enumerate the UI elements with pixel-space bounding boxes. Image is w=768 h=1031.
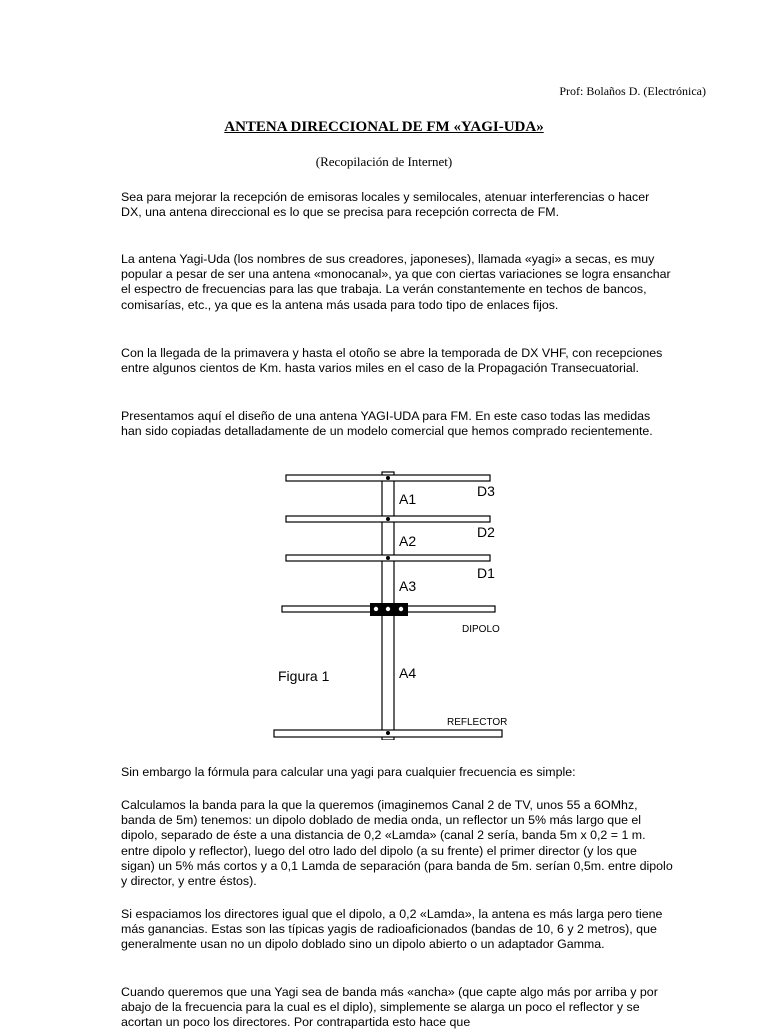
paragraph-dx-season: Con la llegada de la primavera y hasta el otoño se abre la temporada de DX VHF, con recepciones entre algunos cientos de Km. hasta varios miles en el caso de la Propagación Transecuatorial.	[121, 346, 663, 376]
paragraph-wideband: Cuando queremos que una Yagi sea de banda más «ancha» (que capte algo más por arriba y por abajo de la frecuencia para la cual es el diplo), simplemente se alarga un poco el reflector y se acortan un poco los directores. Por contrapartida esto hace que	[121, 985, 658, 1030]
label-dipolo: DIPOLO	[462, 624, 500, 635]
dipole-terminal-left	[374, 607, 378, 611]
figure-caption: Figura 1	[278, 668, 330, 684]
page-title: ANTENA DIRECCIONAL DE FM «YAGI-UDA»	[224, 119, 544, 135]
boom-joint-d2	[386, 517, 390, 521]
boom-joint-d3	[386, 476, 390, 480]
dipole-terminal-right	[399, 607, 403, 611]
label-a4: A4	[399, 665, 417, 681]
label-d1: D1	[477, 565, 495, 581]
paragraph-yagi-description: La antena Yagi-Uda (los nombres de sus creadores, japoneses), llamada «yagi» a secas, es muy popular a pesar de ser una antena «monocanal», ya que con ciertas variaciones se logra ensanchar el espectro de frecuencias para las que trabaja. La verán constantemente en techos de bancos, comisarías, etc., ya que es la antena más usada para todo tipo de enlaces fijos.	[121, 252, 671, 312]
paragraph-calculation: Calculamos la banda para la que la queremos (imaginemos Canal 2 de TV, unos 55 a 6OMhz, banda de 5m) tenemos: un dipolo doblado de media onda, un reflector un 5% más largo que el dipolo, separado de éste a una distancia de 0,2 «Lamda» (canal 2 sería, banda 5m x 0,2 = 1 m. entre dipolo y reflector), luego del otro lado del dipolo (a su frente) el primer director (y los que sigan) un 5% más cortos y a 0,1 Lamda de separación (para banda de 5m. serían 0,5m. entre dipolo y director, y entre éstos).	[121, 798, 673, 889]
author-line: Prof: Bolaños D. (Electrónica)	[559, 84, 706, 98]
label-reflector: REFLECTOR	[447, 717, 508, 728]
label-a2: A2	[399, 533, 417, 549]
label-d2: D2	[477, 524, 495, 540]
page-subtitle: (Recopilación de Internet)	[315, 154, 453, 169]
paragraph-spacing: Si espaciamos los directores igual que el dipolo, a 0,2 «Lamda», la antena es más larga pero tiene más ganancias. Estas son las típicas yagis de radioaficionados (bandas de 10, 6 y 2 metros), que generalmente usan no un dipolo doblado sino un dipolo abierto o un adaptador Gamma.	[121, 907, 663, 952]
dipole-terminal-center	[386, 607, 390, 611]
label-a3: A3	[399, 578, 417, 594]
label-d3: D3	[477, 483, 495, 499]
paragraph-formula-intro: Sin embargo la fórmula para calcular una yagi para cualquier frecuencia es simple:	[121, 765, 576, 779]
boom-joint-reflector	[386, 731, 390, 735]
boom-joint-d1	[386, 556, 390, 560]
label-a1: A1	[399, 491, 417, 507]
yagi-antenna-diagram	[270, 470, 520, 740]
paragraph-intro: Sea para mejorar la recepción de emisoras locales y semilocales, atenuar interferencias o hacer DX, una antena direccional es lo que se precisa para recepción correcta de FM.	[121, 190, 650, 220]
paragraph-design-intro: Presentamos aquí el diseño de una antena YAGI-UDA para FM. En este caso todas las medidas han sido copiadas detalladamente de un modelo comercial que hemos comprado recientemente.	[121, 409, 653, 439]
